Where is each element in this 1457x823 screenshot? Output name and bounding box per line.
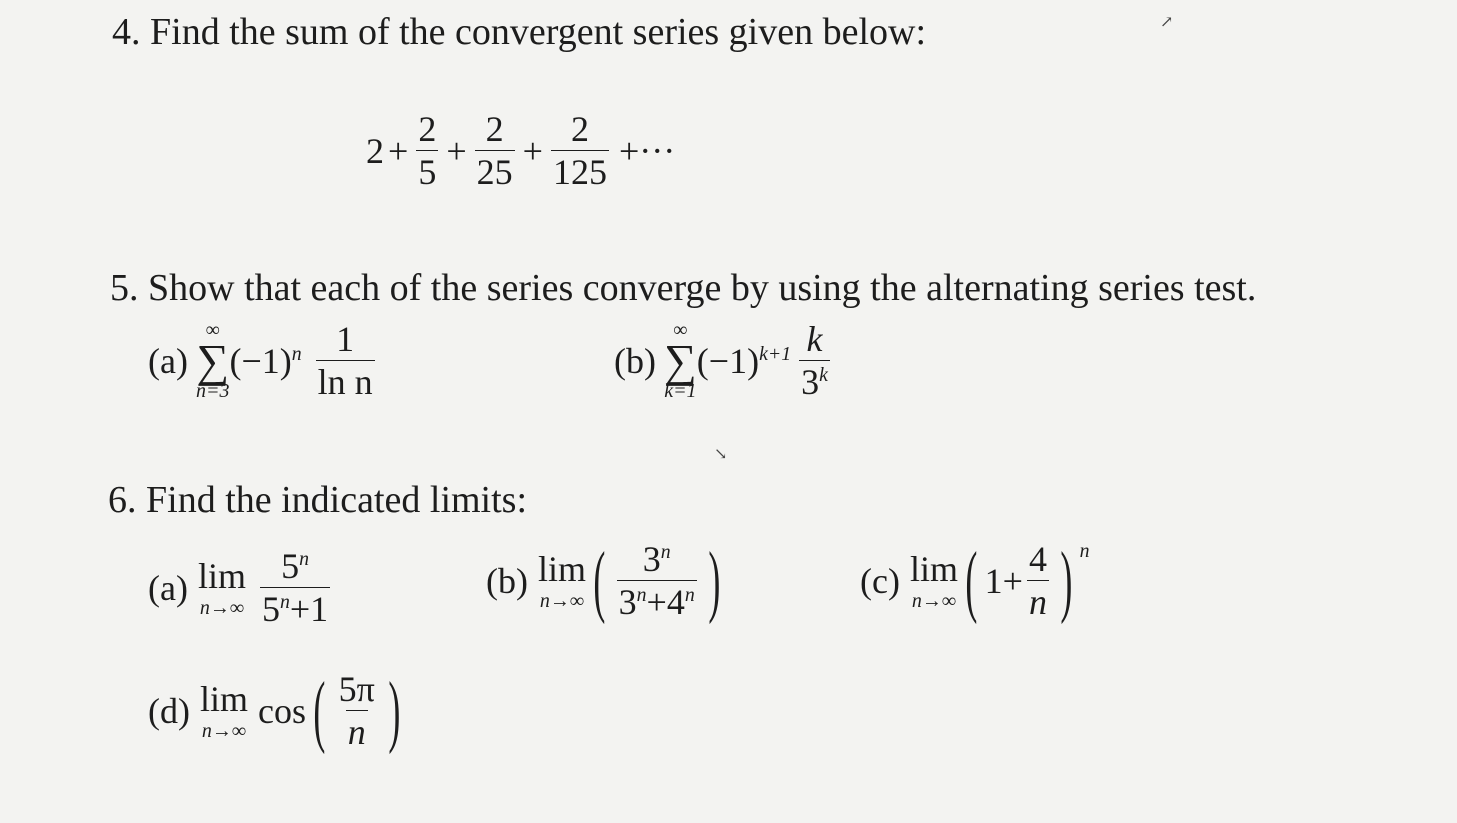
outer-exponent: n [1079,540,1090,562]
pen-mark: ↘ [714,446,728,463]
series-term-2: $\frac{2}{25}$ [476,109,513,192]
pen-mark: ↗ [1160,14,1174,31]
sigma-icon: ∑ [663,334,697,386]
summation-sign: ∞ ∑ n=3 [195,318,230,403]
limit-fraction: $\frac{3^n}{3^n+4^n}$ [618,539,695,622]
alternating-factor: $(-1)^n$ [229,340,302,381]
problem-6c: (c) lim n→∞ ( 1+ $\frac{4}{n}$ ) $^n$ [860,536,1090,625]
part-label: (d) [148,690,190,731]
plus-sign: + [388,130,409,171]
problem-4-heading: 4. Find the sum of the convergent series given below: [112,11,927,53]
part-label: (a) [148,340,188,381]
limit-fraction: $\frac{5^n}{5^n+1}$ [261,546,329,629]
problem-4-series [366,108,675,193]
part-label: (b) [486,560,528,601]
problem-6b [486,538,727,623]
plus-sign: + [522,130,543,171]
left-paren: ( [313,666,326,755]
limit-operator: lim n→∞ [199,678,248,742]
part-label: (c) [860,560,900,601]
part-label: (a) [148,567,188,608]
part-label: (b) [614,340,656,381]
problem-6-heading: 6. Find the indicated limits: [108,479,528,521]
alternating-factor: $(-1)^{k+1}$ [696,340,792,381]
summation-sign: ∞ ∑ k=1 [663,318,697,403]
inner-fraction: $\frac{4}{n}$ [1028,539,1047,622]
problem-6d [148,668,407,753]
right-paren: ) [388,666,401,755]
cos-function: cos [258,690,306,731]
limit-operator: lim n→∞ [909,548,958,612]
limit-operator: lim n→∞ [197,555,246,619]
problem-5b [614,318,834,403]
left-paren: ( [965,536,978,625]
right-paren: ) [708,536,721,625]
limit-operator: lim n→∞ [537,548,586,612]
term-fraction: $\frac{k}{3^k}$ [801,319,828,402]
series-tail: +··· [618,130,676,171]
sigma-icon: ∑ [196,334,230,386]
problem-6a [148,545,334,630]
problem-5-heading: 5. Show that each of the series converge by using the alternating series test. [110,267,1257,309]
series-term-3: $\frac{2}{125}$ [552,109,607,192]
problem-5a [148,318,379,403]
left-paren: ( [593,536,606,625]
cos-argument-fraction: $\frac{5\pi}{n}$ [338,669,375,752]
plus-sign: + [446,130,467,171]
right-paren: ) [1060,536,1073,625]
term-fraction: $\frac{1}{\text{ln n}}$ [317,319,373,402]
series-term-1: $\frac{2}{5}$ [418,109,437,192]
series-lead-term: 2 [366,130,384,171]
